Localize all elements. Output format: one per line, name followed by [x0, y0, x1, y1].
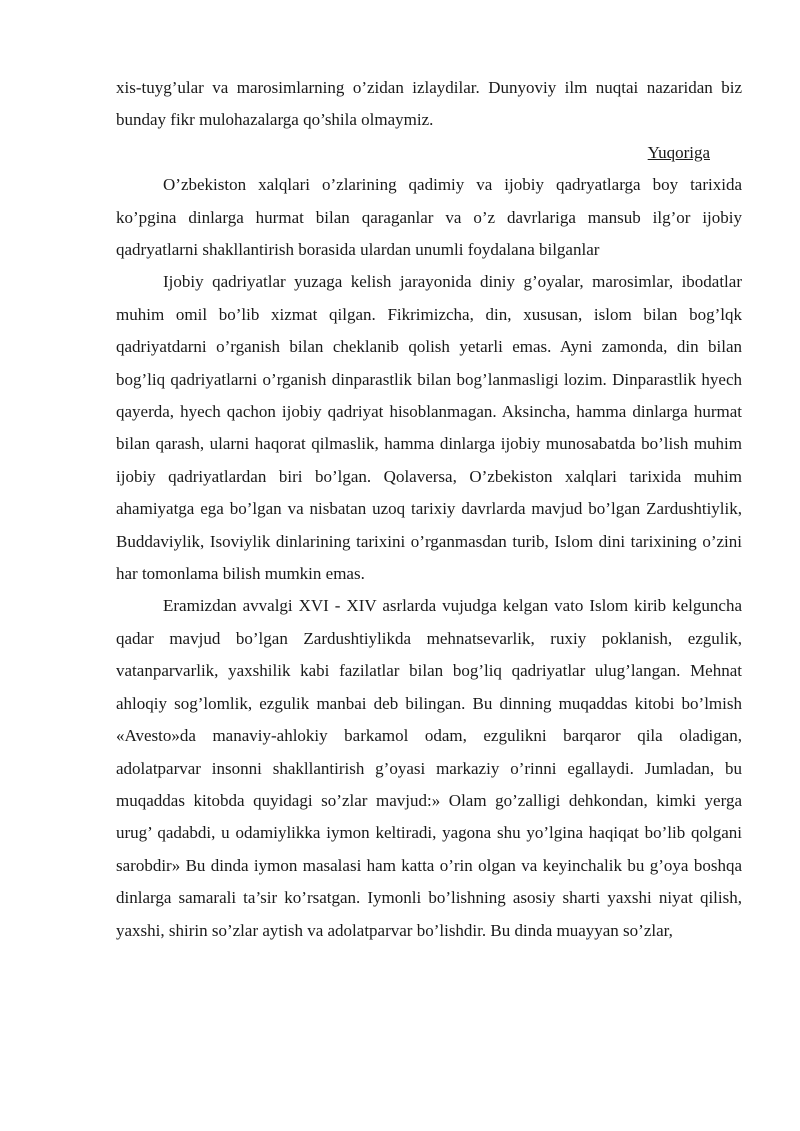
back-to-top-link[interactable]: Yuqoriga: [647, 142, 710, 162]
document-body: [116, 72, 742, 947]
paragraph-continuation: xis-tuyg’ular va marosimlarning o’zidan izlaydilar. Dunyoviy ilm nuqtai nazaridan biz bunday fikr mulohazalarga qo’shila olmaymiz.: [116, 78, 742, 130]
paragraph: Eramizdan avvalgi XVI - XIV asrlarda vujudga kelgan vato Islom kirib kelguncha qadar mavjud bo’lgan Zardushtiylikda mehnatsevarlik, ruxiy poklanish, ezgulik, vatanparvarlik, yaxshilik kabi fazilatlar bilan bog’liq qadriyatlar ulug’langan. Mehnat ahloqiy sog’lomlik, ezgulik manbai deb bilingan. Bu dinning muqaddas kitobi bo’lmish «Avesto»da manaviy-ahlokiy barkamol odam, ezgulikni barqaror qila oladigan, adolatparvar insonni shakllantirish g’oyasi markaziy o’rinni egallaydi. Jumladan, bu muqaddas kitobda quyidagi so’zlar mavjud:» Olam go’zalligi dehkondan, kimki yerga urug’ qadabdi, u odamiylikka iymon keltiradi, yagona shu yo’lgina haqiqat bo’lib qolgani sarobdir» Bu dinda iymon masalasi ham katta o’rin olgan va keyinchalik bu g’oya boshqa dinlarga samarali ta’sir ko’rsatgan. Iymonli bo’lishning asosiy sharti yaxshi niyat qilish, yaxshi, shirin so’zlar aytish va adolatparvar bo’lishdir. Bu dinda muayyan so’zlar,: [116, 596, 742, 940]
paragraph: Ijobiy qadriyatlar yuzaga kelish jarayonida diniy g’oyalar, marosimlar, ibodatlar muhim omil bo’lib xizmat qilgan. Fikrimizcha, din, xususan, islom bilan bog’lqk qadriyatdarni o’rganish bilan cheklanib qolish yetarli emas. Ayni zamonda, din bilan bog’liq qadriyatlarni o’rganish dinparastlik bilan bog’lanmasligi lozim. Dinparastlik hyech qayerda, hyech qachon ijobiy qadriyat hisoblanmagan. Aksincha, hamma dinlarga hurmat bilan qarash, ularni haqorat qilmaslik, hamma dinlarga ijobiy munosabatda bo’lish muhim ijobiy qadriyatlardan biri bo’lgan. Qolaversa, O’zbekiston xalqlari tarixida muhim ahamiyatga ega bo’lgan va nisbatan uzoq tarixiy davrlarda mavjud bo’lgan Zardushtiylik, Buddaviylik, Isoviylik dinlarining tarixini o’rganmasdan turib, Islom dini tarixining o’zini har tomonlama bilish mumkin emas.: [116, 272, 742, 584]
back-link-row: [116, 137, 742, 169]
paragraph: O’zbekiston xalqlari o’zlarining qadimiy va ijobiy qadryatlarga boy tarixida ko’pgina dinlarga hurmat bilan qaraganlar va o’z davrlariga mansub ilg’or ijobiy qadryatlarni shakllantirish borasida ulardan unumli foydalana bilganlar: [116, 175, 742, 260]
